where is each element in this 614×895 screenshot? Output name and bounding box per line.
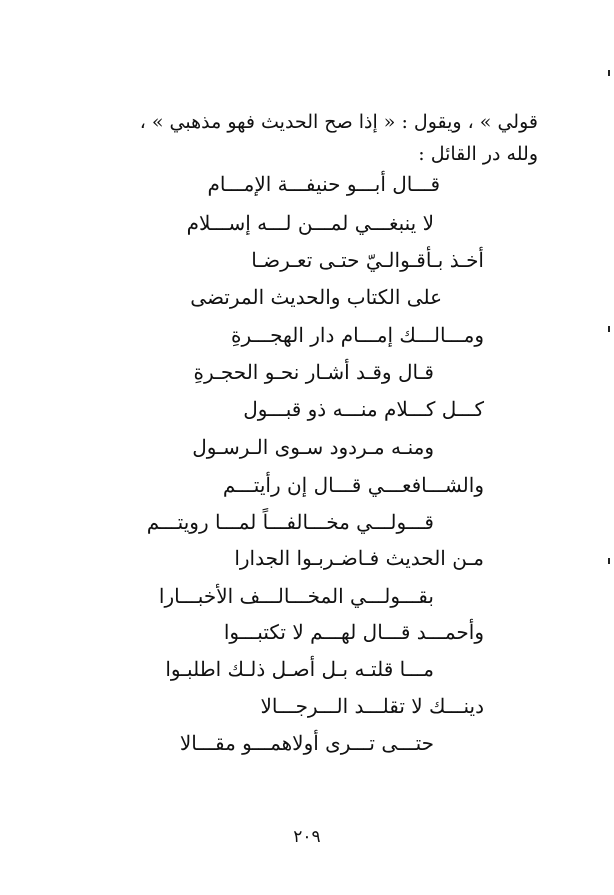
verse-line: مـــا قلتـه بـل أصـل ذلـك اطلبـوا	[165, 657, 434, 681]
verse-line: ومنـه مـردود سـوى الـرسـول	[192, 435, 434, 459]
verse-line: بقـــولـــي المخـــالـــف الأخبـــارا	[158, 584, 434, 608]
verse-line: والشـــافعـــي قـــال إن رأيتـــم	[222, 473, 484, 497]
verse-line: على الكتاب والحديث المرتضى	[190, 285, 442, 309]
verse-line: حتـــى تـــرى أولاهمـــو مقـــالا	[179, 731, 434, 755]
verse-line: قـــال أبـــو حنيفـــة الإمـــام	[207, 172, 440, 196]
verse-line: وأحمـــد قـــال لهـــم لا تكتبـــوا	[223, 620, 484, 644]
verse-line: دينـــك لا تقلـــد الـــرجـــالا	[260, 694, 484, 718]
margin-mark	[608, 558, 610, 564]
verse-line: لا ينبغـــي لمـــن لـــه إســـلام	[186, 211, 434, 235]
prose-line: قولي » ، ويقول : « إذا صح الحديث فهو مذهبي » ،	[139, 111, 538, 133]
verse-line: كـــل كـــلام منـــه ذو قبـــول	[243, 397, 484, 421]
verse-line: ومـــالـــك إمـــام دار الهجـــرةِ	[231, 323, 484, 347]
margin-mark	[608, 70, 610, 76]
verse-line: مـن الحديث فـاضـربـوا الجدارا	[234, 546, 484, 570]
verse-line: قـــولـــي مخـــالفـــاً لمـــا رويتـــم	[146, 510, 434, 534]
prose-paragraph	[78, 106, 538, 170]
page-number: ٢٠٩	[293, 827, 321, 847]
prose-line: ولله در القائل :	[418, 143, 538, 165]
verse-line: أخـذ بـأقـوالـيّ حتـى تعـرضـا	[251, 248, 484, 272]
margin-mark	[608, 326, 610, 332]
verse-line: قـال وقـد أشـار نحـو الحجـرةِ	[193, 360, 434, 384]
